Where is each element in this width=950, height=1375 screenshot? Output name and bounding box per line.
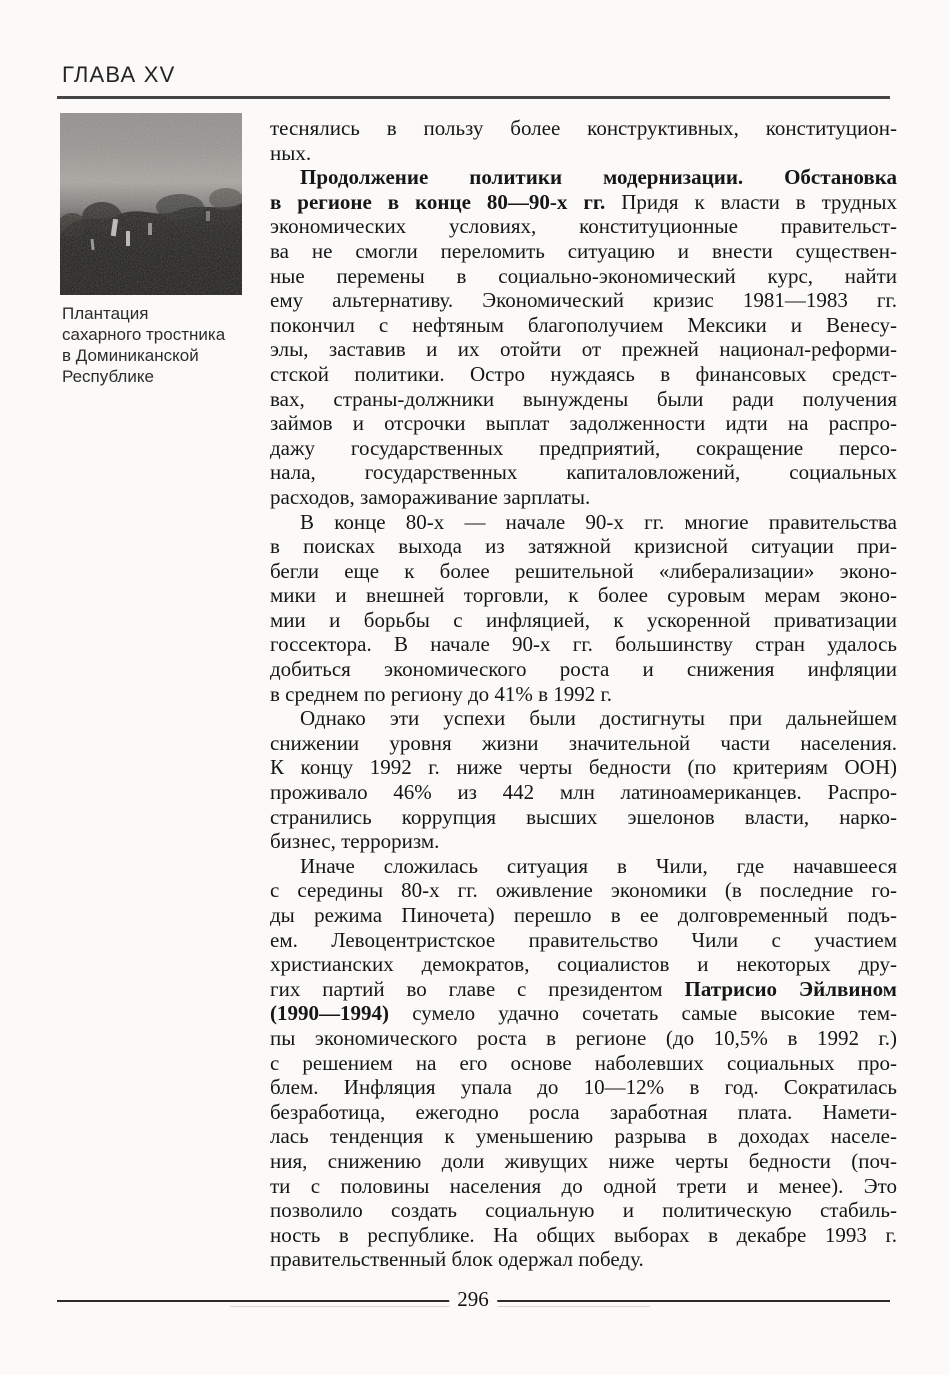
text-line: стской политики. Остро нуждаясь в финансовых средст- (270, 361, 897, 386)
header-rule (57, 96, 890, 99)
caption-line: сахарного тростника (62, 325, 226, 344)
text-line: ния, снижению доли живущих ниже черты бедности (поч- (270, 1148, 897, 1173)
text-line: снижении уровня жизни значительной части населения. (270, 730, 897, 755)
caption-line: Республике (62, 367, 154, 386)
text-line: ва не смогли переломить ситуацию и внести существен- (270, 238, 897, 263)
caption-line: Плантация (62, 304, 149, 323)
text-line: христианских демократов, социалистов и некоторых дру- (270, 952, 897, 977)
text-line: вах, страны-должники вынуждены были ради получения (270, 386, 897, 411)
text-line: ных. (270, 140, 312, 165)
caption-line: в Доминиканской (62, 346, 199, 365)
footer-rule-shadow (230, 1306, 650, 1307)
text-line: нала, государственных капиталовложений, социальных (270, 460, 897, 485)
text-line: теснялись в пользу более конструктивных, конституцион- (270, 116, 897, 140)
text-line: блем. Инфляция упала до 10—12% в год. Сократилась (270, 1075, 897, 1100)
sugar-cane-plantation-photo (60, 113, 242, 295)
text-line: с решением на его основе наболевших социальных про- (270, 1050, 897, 1075)
text-line: в регионе в конце 80—90-х гг. Придя к власти в трудных (270, 189, 897, 214)
text-line: бегли еще к более решительной «либерализации» эконо- (270, 558, 897, 583)
text-line: покончил с нефтяным благополучием Мексики и Венесу- (270, 312, 897, 337)
text-line: ем. Левоцентристское правительство Чили с участием (270, 927, 897, 952)
text-line: ные перемены в социально-экономический курс, найти (270, 263, 897, 288)
text-line: дажу государственных предприятий, сокращение персо- (270, 435, 897, 460)
text-line: ды режима Пиночета) перешло в ее долговременный подъ- (270, 903, 897, 927)
text-line: позволило создать социальную и политическую стабиль- (270, 1198, 897, 1223)
photo-caption (62, 303, 257, 387)
text-line: госсектора. В начале 90-х гг. большинству стран удалось (270, 632, 897, 657)
text-line: ность в республике. На общих выборах в декабре 1993 г. (270, 1222, 897, 1247)
text-line: безработица, ежегодно росла заработная плата. Намети- (270, 1099, 897, 1124)
text-line: займов и отсрочки выплат задолженности идти на распро- (270, 411, 897, 436)
text-line: бизнес, терроризм. (270, 829, 440, 854)
text-line: Продолжение политики модернизации. Обстановка (300, 165, 897, 190)
text-line: гих партий во главе с президентом Патрисио Эйлвином (270, 976, 897, 1001)
text-line: странились коррупция высших эшелонов власти, нарко- (270, 804, 897, 829)
text-line: лась тенденция к уменьшению разрыва в доходах населе- (270, 1124, 897, 1149)
text-line: добиться экономического роста и снижения инфляции (270, 657, 897, 682)
text-line: мии и борьбы с инфляцией, к ускоренной приватизации (270, 607, 897, 632)
text-line: правительственный блок одержал победу. (270, 1247, 644, 1272)
text-line: пы экономического роста в регионе (до 10,5% в 1992 г.) (270, 1025, 897, 1050)
page-number: 296 (449, 1287, 497, 1312)
chapter-heading: ГЛАВА XV (62, 62, 176, 87)
text-line: в поисках выхода из затяжной кризисной ситуации при- (270, 534, 897, 559)
text-line: (1990—1994) сумело удачно сочетать самые высокие тем- (270, 1001, 897, 1026)
text-line: расходов, замораживание зарплаты. (270, 484, 591, 509)
text-line: Иначе сложилась ситуация в Чили, где начавшееся (300, 853, 897, 878)
text-line: Однако эти успехи были достигнуты при дальнейшем (300, 706, 897, 731)
text-line: К концу 1992 г. ниже черты бедности (по критериям ООН) (270, 755, 897, 780)
text-line: проживало 46% из 442 млн латиноамериканцев. Распро- (270, 780, 897, 805)
text-line: в среднем по региону до 41% в 1992 г. (270, 681, 613, 706)
text-line: с середины 80-х гг. оживление экономики (в последние го- (270, 878, 897, 903)
text-line: В конце 80-х — начале 90-х гг. многие правительства (300, 509, 897, 534)
text-line: ему альтернативу. Экономический кризис 1981—1983 гг. (270, 288, 897, 313)
text-line: элы, заставив и их отойти от прежней национал-реформи- (270, 337, 897, 362)
text-line: мики и внешней торговли, к более суровым мерам эконо- (270, 583, 897, 608)
text-line: экономических условиях, конституционные правительст- (270, 214, 897, 239)
body-text (270, 116, 897, 1272)
text-line: ти с половины населения до одной трети и менее). Это (270, 1173, 897, 1198)
